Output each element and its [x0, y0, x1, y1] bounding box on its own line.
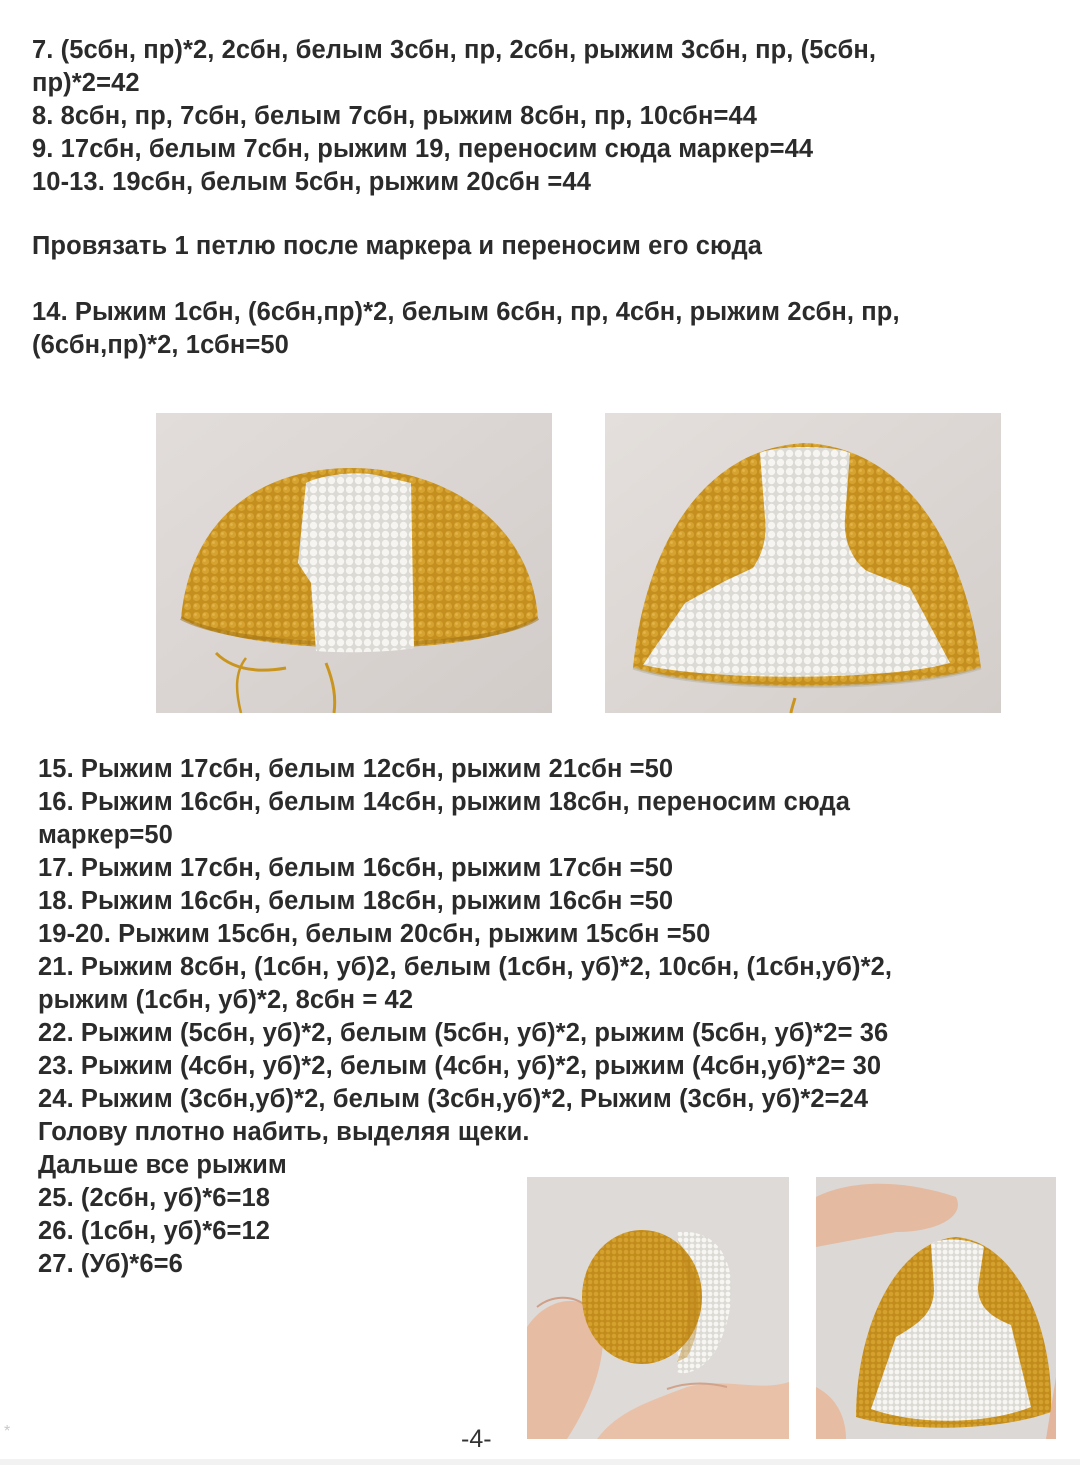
instruction-line: 27. (Уб)*6=6 [38, 1250, 183, 1278]
marker-note-text: Провязать 1 петлю после маркера и переносим его сюда [32, 232, 763, 260]
photo-head-side-view [156, 413, 552, 713]
instruction-line: 24. Рыжим (3сбн,уб)*2, белым (3сбн,уб)*2, Рыжим (3сбн, уб)*2=24 [38, 1085, 869, 1113]
instruction-line: Голову плотно набить, выделяя щеки. [38, 1118, 530, 1146]
instruction-line: 19-20. Рыжим 15сбн, белым 20сбн, рыжим 15сбн =50 [38, 920, 711, 948]
instruction-line: 16. Рыжим 16сбн, белым 14сбн, рыжим 18сбн, переносим сюда [38, 788, 851, 816]
photo-head-back-view [605, 413, 1001, 713]
instruction-line: 22. Рыжим (5сбн, уб)*2, белым (5сбн, уб)*2, рыжим (5сбн, уб)*2= 36 [38, 1019, 889, 1047]
instruction-line: 14. Рыжим 1сбн, (6сбн,пр)*2, белым 6сбн, пр, 4сбн, рыжим 2сбн, пр, [32, 298, 900, 326]
instruction-line: 26. (1сбн, уб)*6=12 [38, 1217, 271, 1245]
footer-divider [0, 1459, 1080, 1465]
photo-finished-head-top [527, 1177, 789, 1439]
instruction-line: 18. Рыжим 16сбн, белым 18сбн, рыжим 16сбн =50 [38, 887, 674, 915]
corner-mark: * [4, 1423, 11, 1440]
photo-finished-head-back [816, 1177, 1056, 1439]
instruction-line: 9. 17сбн, белым 7сбн, рыжим 19, переносим сюда маркер=44 [32, 135, 814, 163]
instruction-line: (6сбн,пр)*2, 1сбн=50 [32, 331, 289, 359]
instruction-line: 7. (5сбн, пр)*2, 2сбн, белым 3сбн, пр, 2сбн, рыжим 3сбн, пр, (5сбн, [32, 36, 877, 64]
instruction-line: 21. Рыжим 8сбн, (1сбн, уб)2, белым (1сбн, уб)*2, 10сбн, (1сбн,уб)*2, [38, 953, 893, 981]
page-number: -4- [461, 1425, 492, 1453]
instruction-line: 10-13. 19сбн, белым 5сбн, рыжим 20сбн =44 [32, 168, 591, 196]
instructions-rows-7-13 [32, 34, 1050, 199]
instruction-line: 17. Рыжим 17сбн, белым 16сбн, рыжим 17сбн =50 [38, 854, 674, 882]
instruction-row-14 [32, 296, 1050, 362]
instruction-line: 25. (2сбн, уб)*6=18 [38, 1184, 271, 1212]
instruction-line: Дальше все рыжим [38, 1151, 287, 1179]
instruction-line: 8. 8сбн, пр, 7сбн, белым 7сбн, рыжим 8сбн, пр, 10сбн=44 [32, 102, 758, 130]
instruction-line: рыжим (1сбн, уб)*2, 8сбн = 42 [38, 986, 414, 1014]
instruction-line: маркер=50 [38, 821, 173, 849]
marker-note [32, 230, 1050, 263]
instruction-line: пр)*2=42 [32, 69, 140, 97]
instruction-line: 15. Рыжим 17сбн, белым 12сбн, рыжим 21сбн =50 [38, 755, 674, 783]
instruction-line: 23. Рыжим (4сбн, уб)*2, белым (4сбн, уб)*2, рыжим (4сбн,уб)*2= 30 [38, 1052, 882, 1080]
